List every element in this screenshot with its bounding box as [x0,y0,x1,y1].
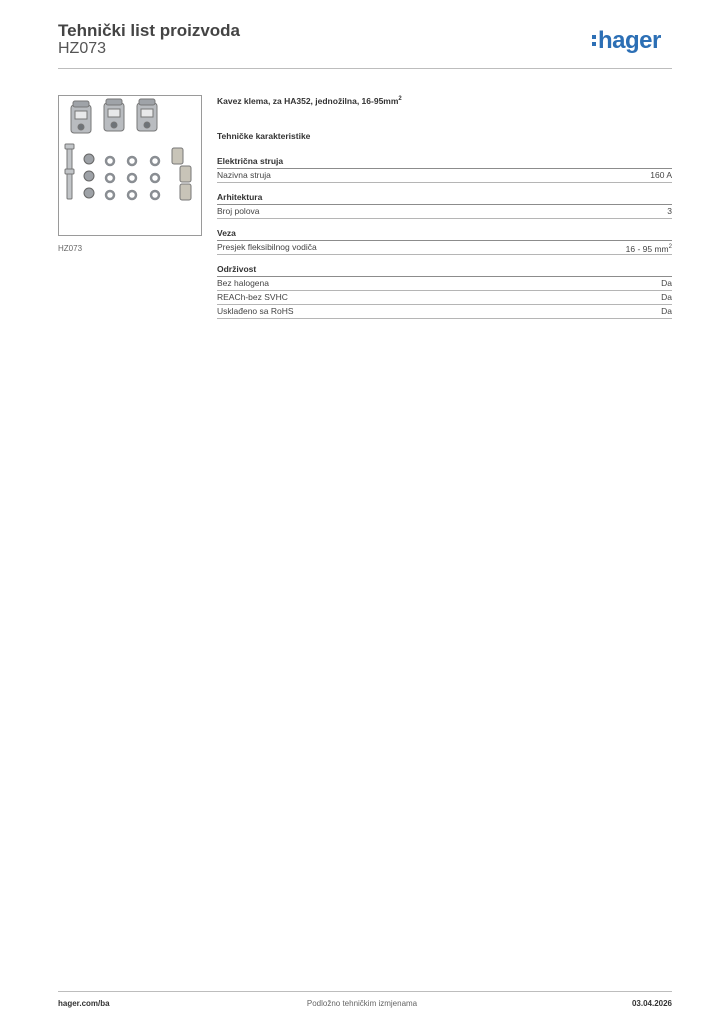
nut-icon [84,154,94,198]
product-image [58,95,202,236]
spec-label: Usklađeno sa RoHS [217,306,294,316]
spec-row [217,305,672,319]
spec-group-arhitektura [217,192,672,219]
spec-label: REACh-bez SVHC [217,292,288,302]
spacer-icon [172,148,191,200]
spec-value: 160 A [650,170,672,180]
logo-dots-icon [592,29,596,46]
spec-row [217,291,672,305]
spec-row [217,205,672,219]
spec-row [217,241,672,255]
product-description: Kavez klema, za HA352, jednožilna, $16-95mm^2$ [217,96,402,106]
spec-label: Presjek fleksibilnog vodiča [217,242,317,252]
product-code: HZ073 [58,40,107,57]
screw-icon [65,144,74,199]
spec-group-title: Veza [217,228,672,241]
washer-icon [106,157,159,199]
spec-value: Da [661,278,672,288]
spec-group-odrzivost [217,264,672,319]
footer-website: hager.com/ba [58,999,110,1008]
spec-row [217,277,672,291]
footer-divider [58,991,672,992]
spec-group-elektricna-struja [217,156,672,183]
spec-value: 16 - 95 $mm^2$ [625,243,672,254]
spec-row [217,169,672,183]
header-divider [58,68,672,69]
footer-note: Podložno tehničkim izmjenama [306,999,418,1008]
spec-value: 3 [667,206,672,216]
spec-value: Da [661,306,672,316]
spec-group-title: Održivost [217,264,672,277]
image-caption: HZ073 [58,244,83,253]
spec-label: Bez halogena [217,278,269,288]
spec-group-title: Arhitektura [217,192,672,205]
spec-group-title: Električna struja [217,156,672,169]
spec-heading: Tehničke karakteristike [217,131,311,141]
hager-logo: hager [592,29,661,53]
spec-value: Da [661,292,672,302]
cage-clamp-icon [71,99,157,133]
footer-date: 03.04.2026 [631,999,672,1008]
spec-label: Nazivna struja [217,170,271,180]
spec-content [217,96,672,328]
spec-group-veza [217,228,672,255]
spec-label: Broj polova [217,206,260,216]
page-title: Tehnički list proizvoda [58,21,240,40]
